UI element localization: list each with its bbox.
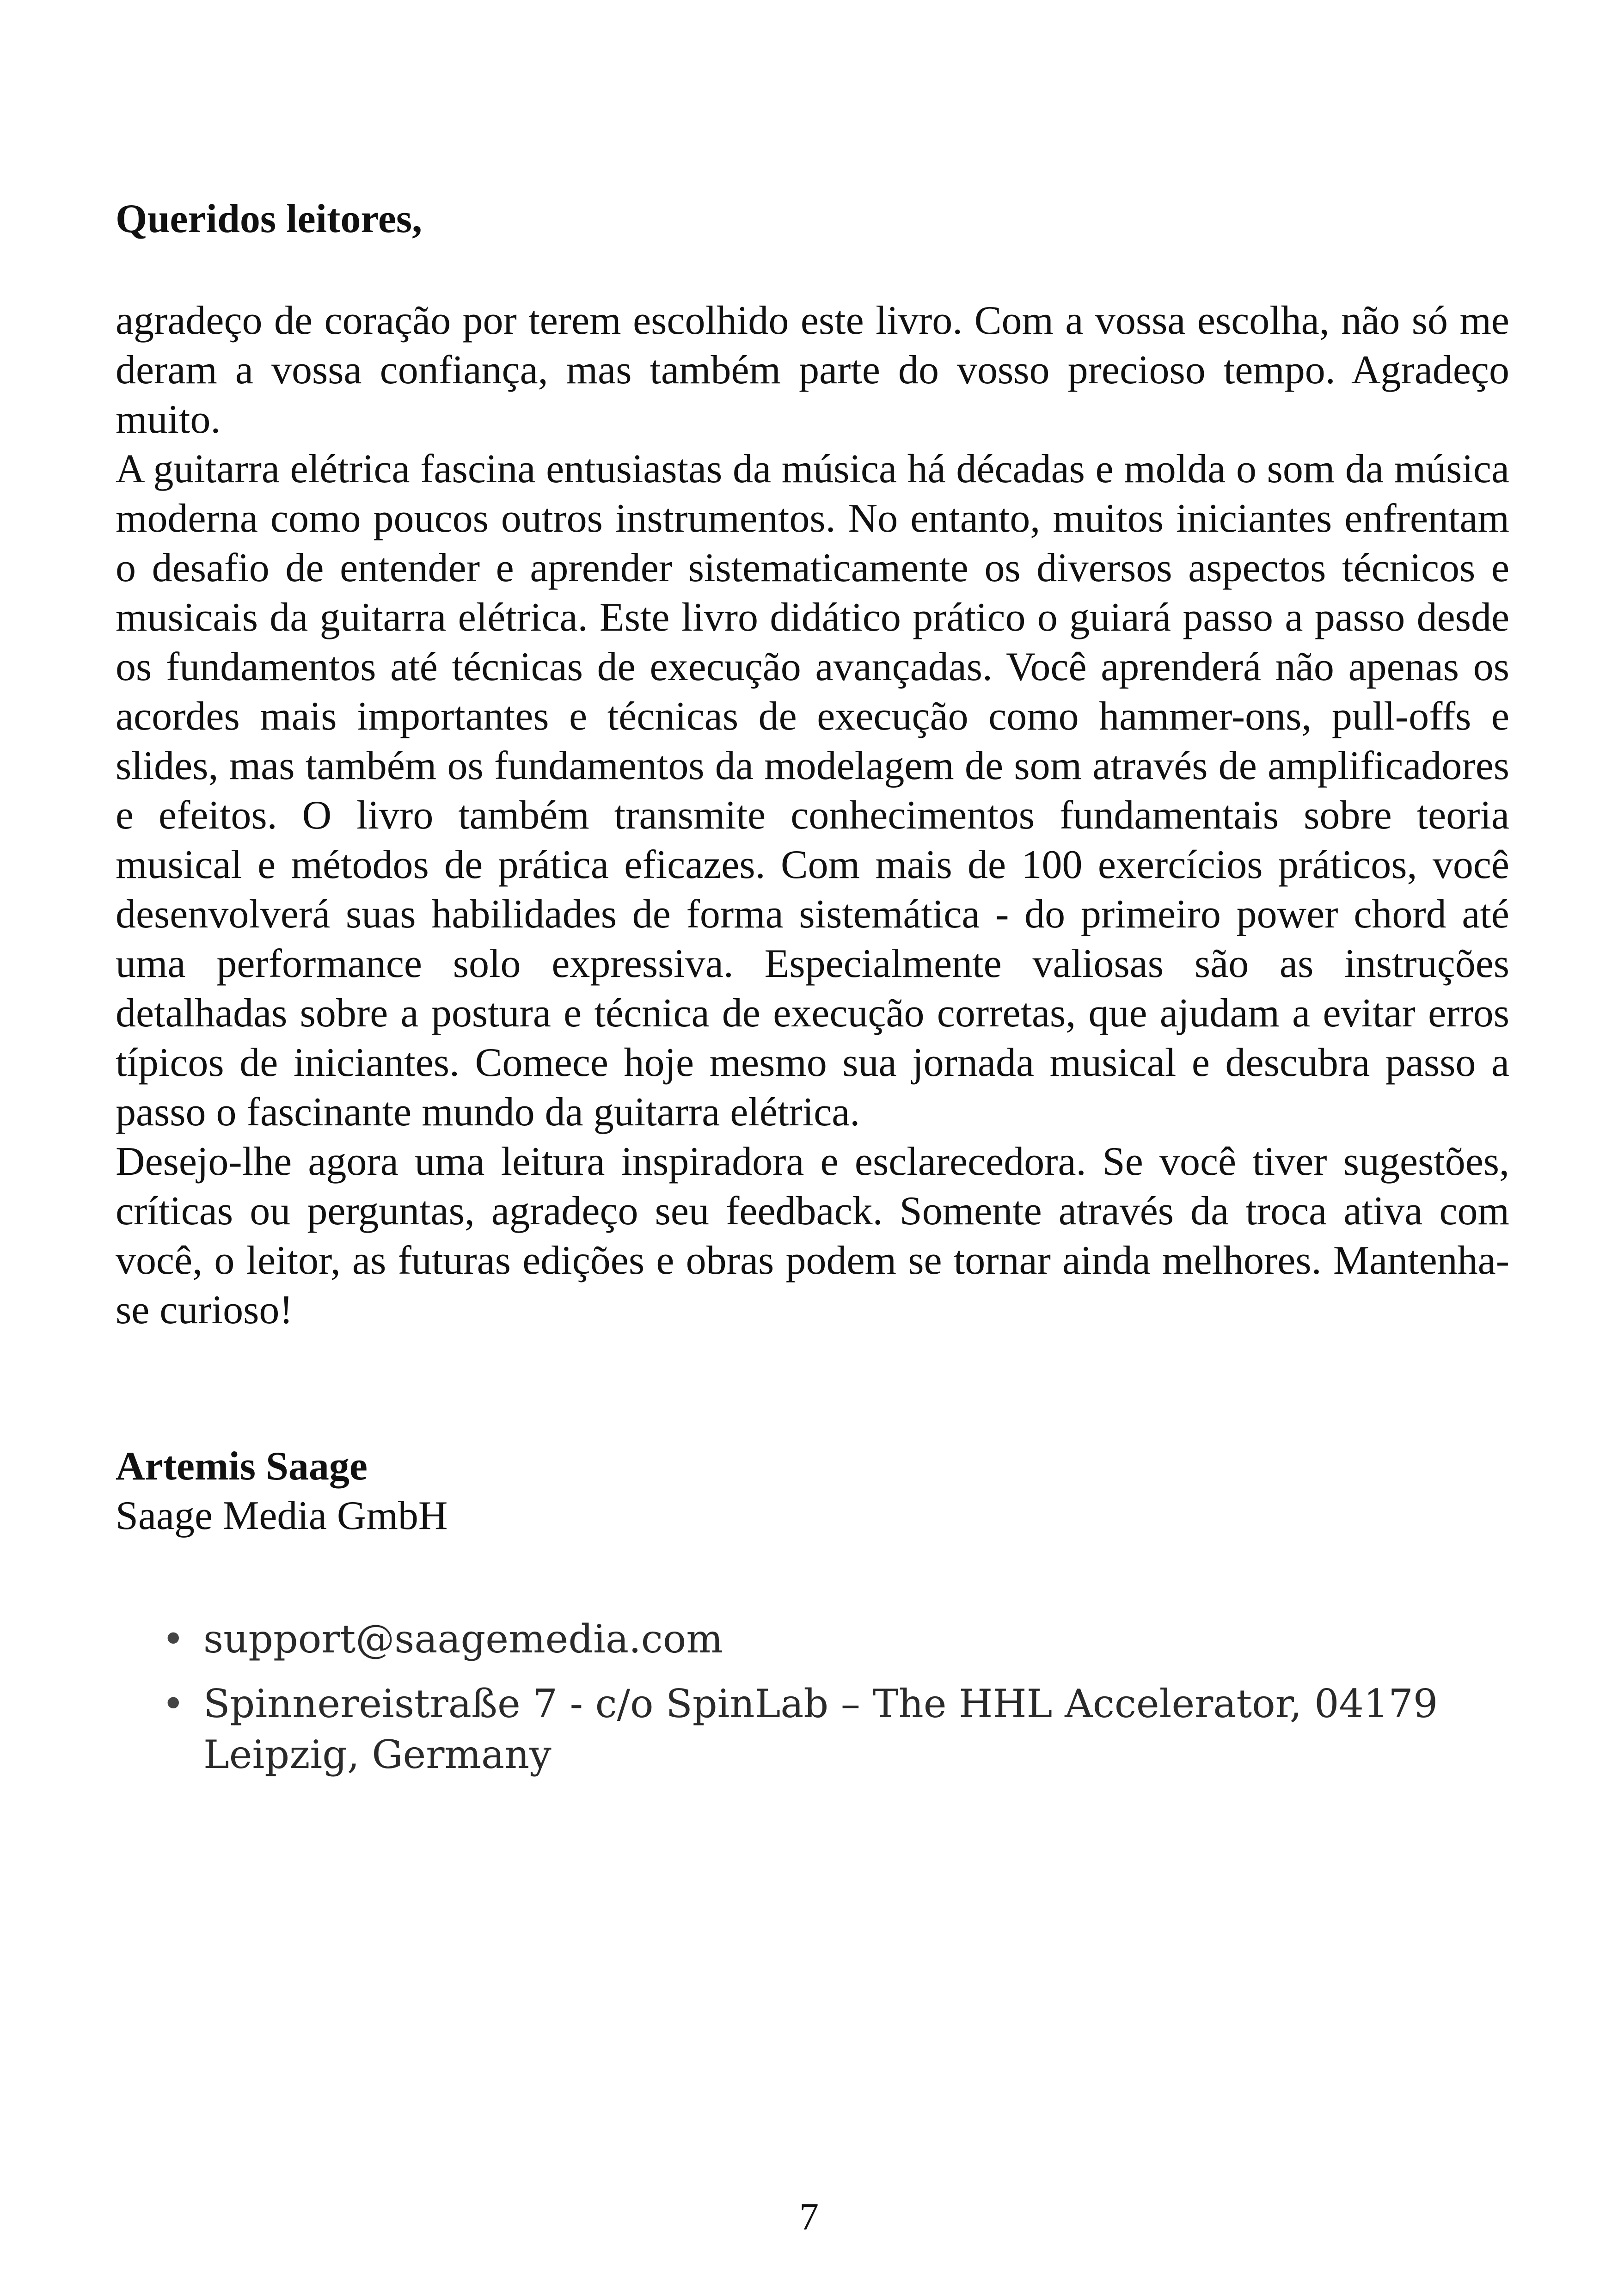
letter-body xyxy=(116,296,1509,1335)
paragraph-thanks: agradeço de coração por terem escolhido este livro. Com a vossa escolha, não só me deram a vossa confiança, mas também parte do vosso precioso tempo. Agradeço muito. xyxy=(116,298,1509,442)
contact-address-item xyxy=(116,1678,1509,1780)
salutation: Queridos leitores, xyxy=(116,196,423,241)
signature-name: Artemis Saage xyxy=(116,1444,368,1489)
signature-company: Saage Media GmbH xyxy=(116,1493,448,1538)
contact-email-item xyxy=(116,1614,1509,1664)
contact-address: Spinnereistraße 7 - c/o SpinLab – The HHL Accelerator, 04179 Leipzig, Germany xyxy=(203,1681,1438,1777)
paragraph-book-description: A guitarra elétrica fascina entusiastas da música há décadas e molda o som da música moderna como poucos outros instrumentos. No entanto, muitos iniciantes enfrentam o desafio de entender e aprender sistematicamente os diversos aspectos técnicos e musicais da guitarra elétrica. Este livro didático prático o guiará passo a passo desde os fundamentos até técnicas de execução avançadas. Você aprenderá não apenas os acordes mais importantes e técnicas de execução como hammer-ons, pull-offs e slides, mas também os fundamentos da modelagem de som através de amplificadores e efeitos. O livro também transmite conhecimentos fundamentais sobre teoria musical e métodos de prática eficazes. Com mais de 100 exercícios práticos, você desenvolverá suas habilidades de forma sistemática - do primeiro power chord até uma performance solo expressiva. Especialmente valiosas são as instruções detalhadas sobre a postura e técnica de execução corretas, que ajudam a evitar erros típicos de iniciantes. Comece hoje mesmo sua jornada musical e descubra passo a passo o fascinante mundo da guitarra elétrica. xyxy=(116,447,1509,1135)
contact-email: support@saagemedia.com xyxy=(203,1616,723,1662)
paragraph-closing: Desejo-lhe agora uma leitura inspiradora e esclarecedora. Se você tiver sugestões, críticas ou perguntas, agradeço seu feedback. Somente através da troca ativa com você, o leitor, as futuras edições e obras podem se tornar ainda melhores. Mantenha-se curioso! xyxy=(116,1139,1509,1332)
page-number: 7 xyxy=(799,2195,819,2238)
bullet-icon: • xyxy=(162,1616,185,1662)
contact-list xyxy=(116,1614,1509,1794)
bullet-icon: • xyxy=(162,1681,185,1726)
